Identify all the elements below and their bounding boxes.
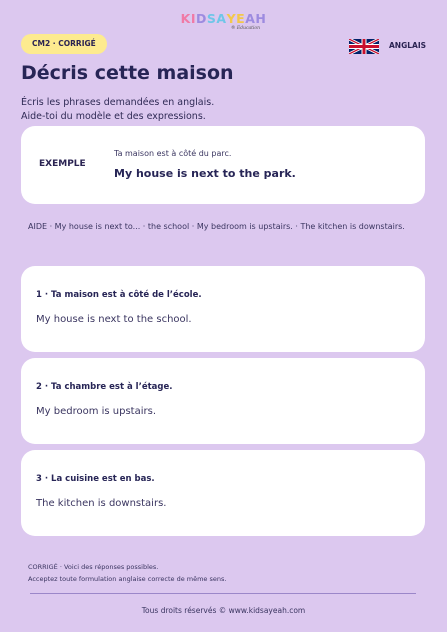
question-card: [21, 358, 425, 444]
logo-letter: A: [216, 11, 227, 26]
brand-logo: [0, 8, 447, 31]
uk-flag-icon: [349, 39, 379, 54]
page-title: Décris cette maison: [21, 62, 234, 84]
subject-label: ANGLAIS: [389, 41, 427, 50]
instructions: [21, 96, 214, 124]
question-card: [21, 266, 425, 352]
logo-letter: I: [190, 11, 196, 26]
answer-text: The kitchen is downstairs.: [36, 498, 167, 509]
logo-letter: Y: [226, 11, 237, 26]
logo-letter: H: [255, 11, 267, 26]
example-english: My house is next to the park.: [114, 167, 296, 180]
logo-letter: A: [245, 11, 256, 26]
note-line-2: Acceptez toute formulation anglaise correcte de même sens.: [28, 575, 227, 583]
example-label: EXEMPLE: [39, 159, 86, 169]
question-label: 3 · La cuisine est en bas.: [36, 474, 155, 484]
logo-wordmark: [181, 12, 267, 26]
question-card: [21, 450, 425, 536]
answer-text: My house is next to the school.: [36, 314, 192, 325]
answer-text: My bedroom is upstairs.: [36, 406, 157, 417]
help-expressions: AIDE · My house is next to... · the school · My bedroom is upstairs. · The kitchen is downstairs.: [28, 222, 405, 231]
logo-letter: K: [180, 11, 191, 26]
logo-subtitle: ® Education: [230, 26, 261, 31]
level-badge: CM2 · CORRIGÉ: [21, 34, 107, 54]
logo-letter: E: [236, 11, 246, 26]
footer-copyright: Tous droits réservés © www.kidsayeah.com: [141, 606, 306, 615]
logo-letter: S: [206, 11, 217, 26]
note-line-1: CORRIGÉ · Voici des réponses possibles.: [28, 563, 159, 571]
example-card: [21, 126, 425, 204]
correction-note: [28, 561, 226, 585]
example-french: Ta maison est à côté du parc.: [114, 149, 232, 158]
question-label: 1 · Ta maison est à côté de l’école.: [36, 290, 202, 300]
instruction-line-1: Écris les phrases demandées en anglais.: [21, 97, 215, 108]
question-label: 2 · Ta chambre est à l’étage.: [36, 382, 173, 392]
instruction-line-2: Aide-toi du modèle et des expressions.: [21, 111, 206, 122]
logo-letter: D: [195, 11, 207, 26]
footer-divider: [30, 593, 416, 594]
